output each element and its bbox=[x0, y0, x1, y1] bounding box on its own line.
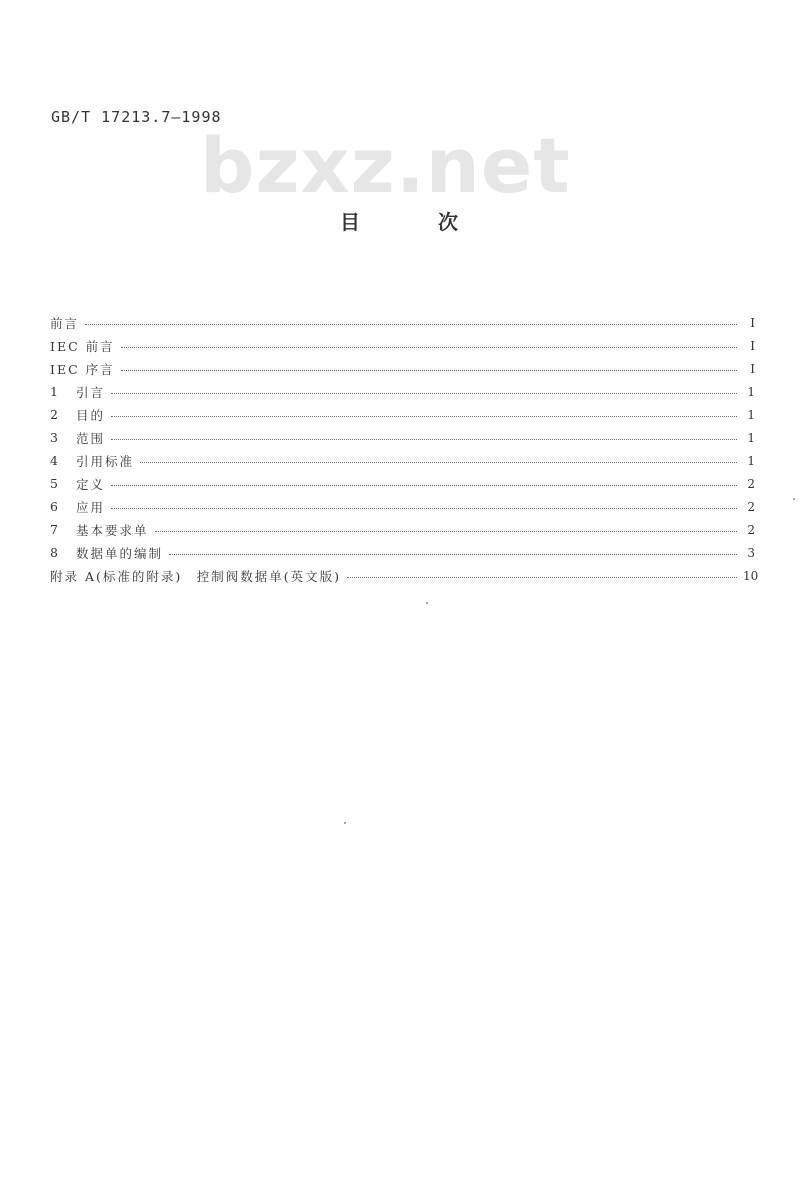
toc-entry-label: 引言 bbox=[76, 384, 106, 400]
toc-entry-page: 2 bbox=[747, 476, 755, 491]
toc-entry-label: IEC 序言 bbox=[50, 361, 115, 377]
toc-leader-dots bbox=[111, 393, 737, 394]
document-number: GB/T 17213.7—1998 bbox=[51, 108, 222, 126]
toc-leader-dots bbox=[121, 370, 737, 371]
toc-leader-dots bbox=[111, 508, 737, 509]
scan-speck bbox=[793, 498, 795, 500]
toc-entry-page: 1 bbox=[747, 384, 755, 399]
toc-entry-number: 5 bbox=[50, 476, 58, 491]
toc-entry-label: 引用标准 bbox=[76, 453, 135, 469]
toc-entry-number: 8 bbox=[50, 545, 58, 560]
toc-entry-page: 3 bbox=[747, 545, 755, 560]
toc-entry-label: 范围 bbox=[76, 430, 106, 446]
toc-entry-number: 6 bbox=[50, 499, 58, 514]
toc-entry-page: 2 bbox=[747, 522, 755, 537]
toc-leader-dots bbox=[121, 347, 737, 348]
toc-entry-label: 附录 A(标准的附录) 控制阀数据单(英文版) bbox=[50, 568, 342, 584]
toc-entry-basic-requirements[interactable] bbox=[50, 518, 755, 541]
toc-entry-iec-preface[interactable] bbox=[50, 357, 755, 380]
toc-entry-number: 4 bbox=[50, 453, 58, 468]
toc-leader-dots bbox=[111, 485, 737, 486]
toc-leader-dots bbox=[155, 531, 737, 532]
toc-entry-page: I bbox=[750, 361, 755, 376]
toc-entry-purpose[interactable] bbox=[50, 403, 755, 426]
toc-leader-dots bbox=[111, 416, 737, 417]
toc-leader-dots bbox=[111, 439, 737, 440]
toc-entry-introduction[interactable] bbox=[50, 380, 755, 403]
toc-entry-normative-references[interactable] bbox=[50, 449, 755, 472]
toc-title-char-2: 次 bbox=[438, 210, 458, 234]
toc-entry-page: 1 bbox=[747, 430, 755, 445]
toc-entry-number: 7 bbox=[50, 522, 58, 537]
toc-leader-dots bbox=[140, 462, 737, 463]
toc-entry-page: I bbox=[750, 338, 755, 353]
toc-entry-number: 3 bbox=[50, 430, 58, 445]
toc-entry-number: 1 bbox=[50, 384, 58, 399]
toc-entry-iec-foreword[interactable] bbox=[50, 334, 755, 357]
scan-speck bbox=[426, 602, 428, 604]
toc-entry-page: I bbox=[750, 315, 755, 330]
toc-entry-scope[interactable] bbox=[50, 426, 755, 449]
toc-entry-page: 2 bbox=[747, 499, 755, 514]
scan-speck bbox=[344, 822, 346, 824]
toc-entry-page: 1 bbox=[747, 407, 755, 422]
watermark: bzxz.net bbox=[200, 121, 571, 210]
toc-entry-data-sheet-preparation[interactable] bbox=[50, 541, 755, 564]
toc-entry-foreword[interactable] bbox=[50, 311, 755, 334]
toc-title-char-1: 目 bbox=[340, 210, 360, 234]
toc-entry-label: 应用 bbox=[76, 499, 106, 515]
toc-entry-annex-a[interactable] bbox=[50, 564, 759, 587]
toc-entry-label: 数据单的编制 bbox=[76, 545, 164, 561]
toc-leader-dots bbox=[347, 577, 737, 578]
toc-entry-label: 前言 bbox=[50, 315, 80, 331]
toc-entry-definitions[interactable] bbox=[50, 472, 755, 495]
toc-entry-label: IEC 前言 bbox=[50, 338, 115, 354]
toc-entry-application[interactable] bbox=[50, 495, 755, 518]
toc-entry-page: 1 bbox=[747, 453, 755, 468]
table-of-contents bbox=[50, 311, 759, 587]
toc-entry-number: 2 bbox=[50, 407, 58, 422]
toc-leader-dots bbox=[169, 554, 737, 555]
toc-entry-label: 基本要求单 bbox=[76, 522, 149, 538]
toc-entry-page: 10 bbox=[743, 568, 759, 583]
toc-entry-label: 目的 bbox=[76, 407, 106, 423]
toc-leader-dots bbox=[85, 324, 737, 325]
toc-entry-label: 定义 bbox=[76, 476, 106, 492]
